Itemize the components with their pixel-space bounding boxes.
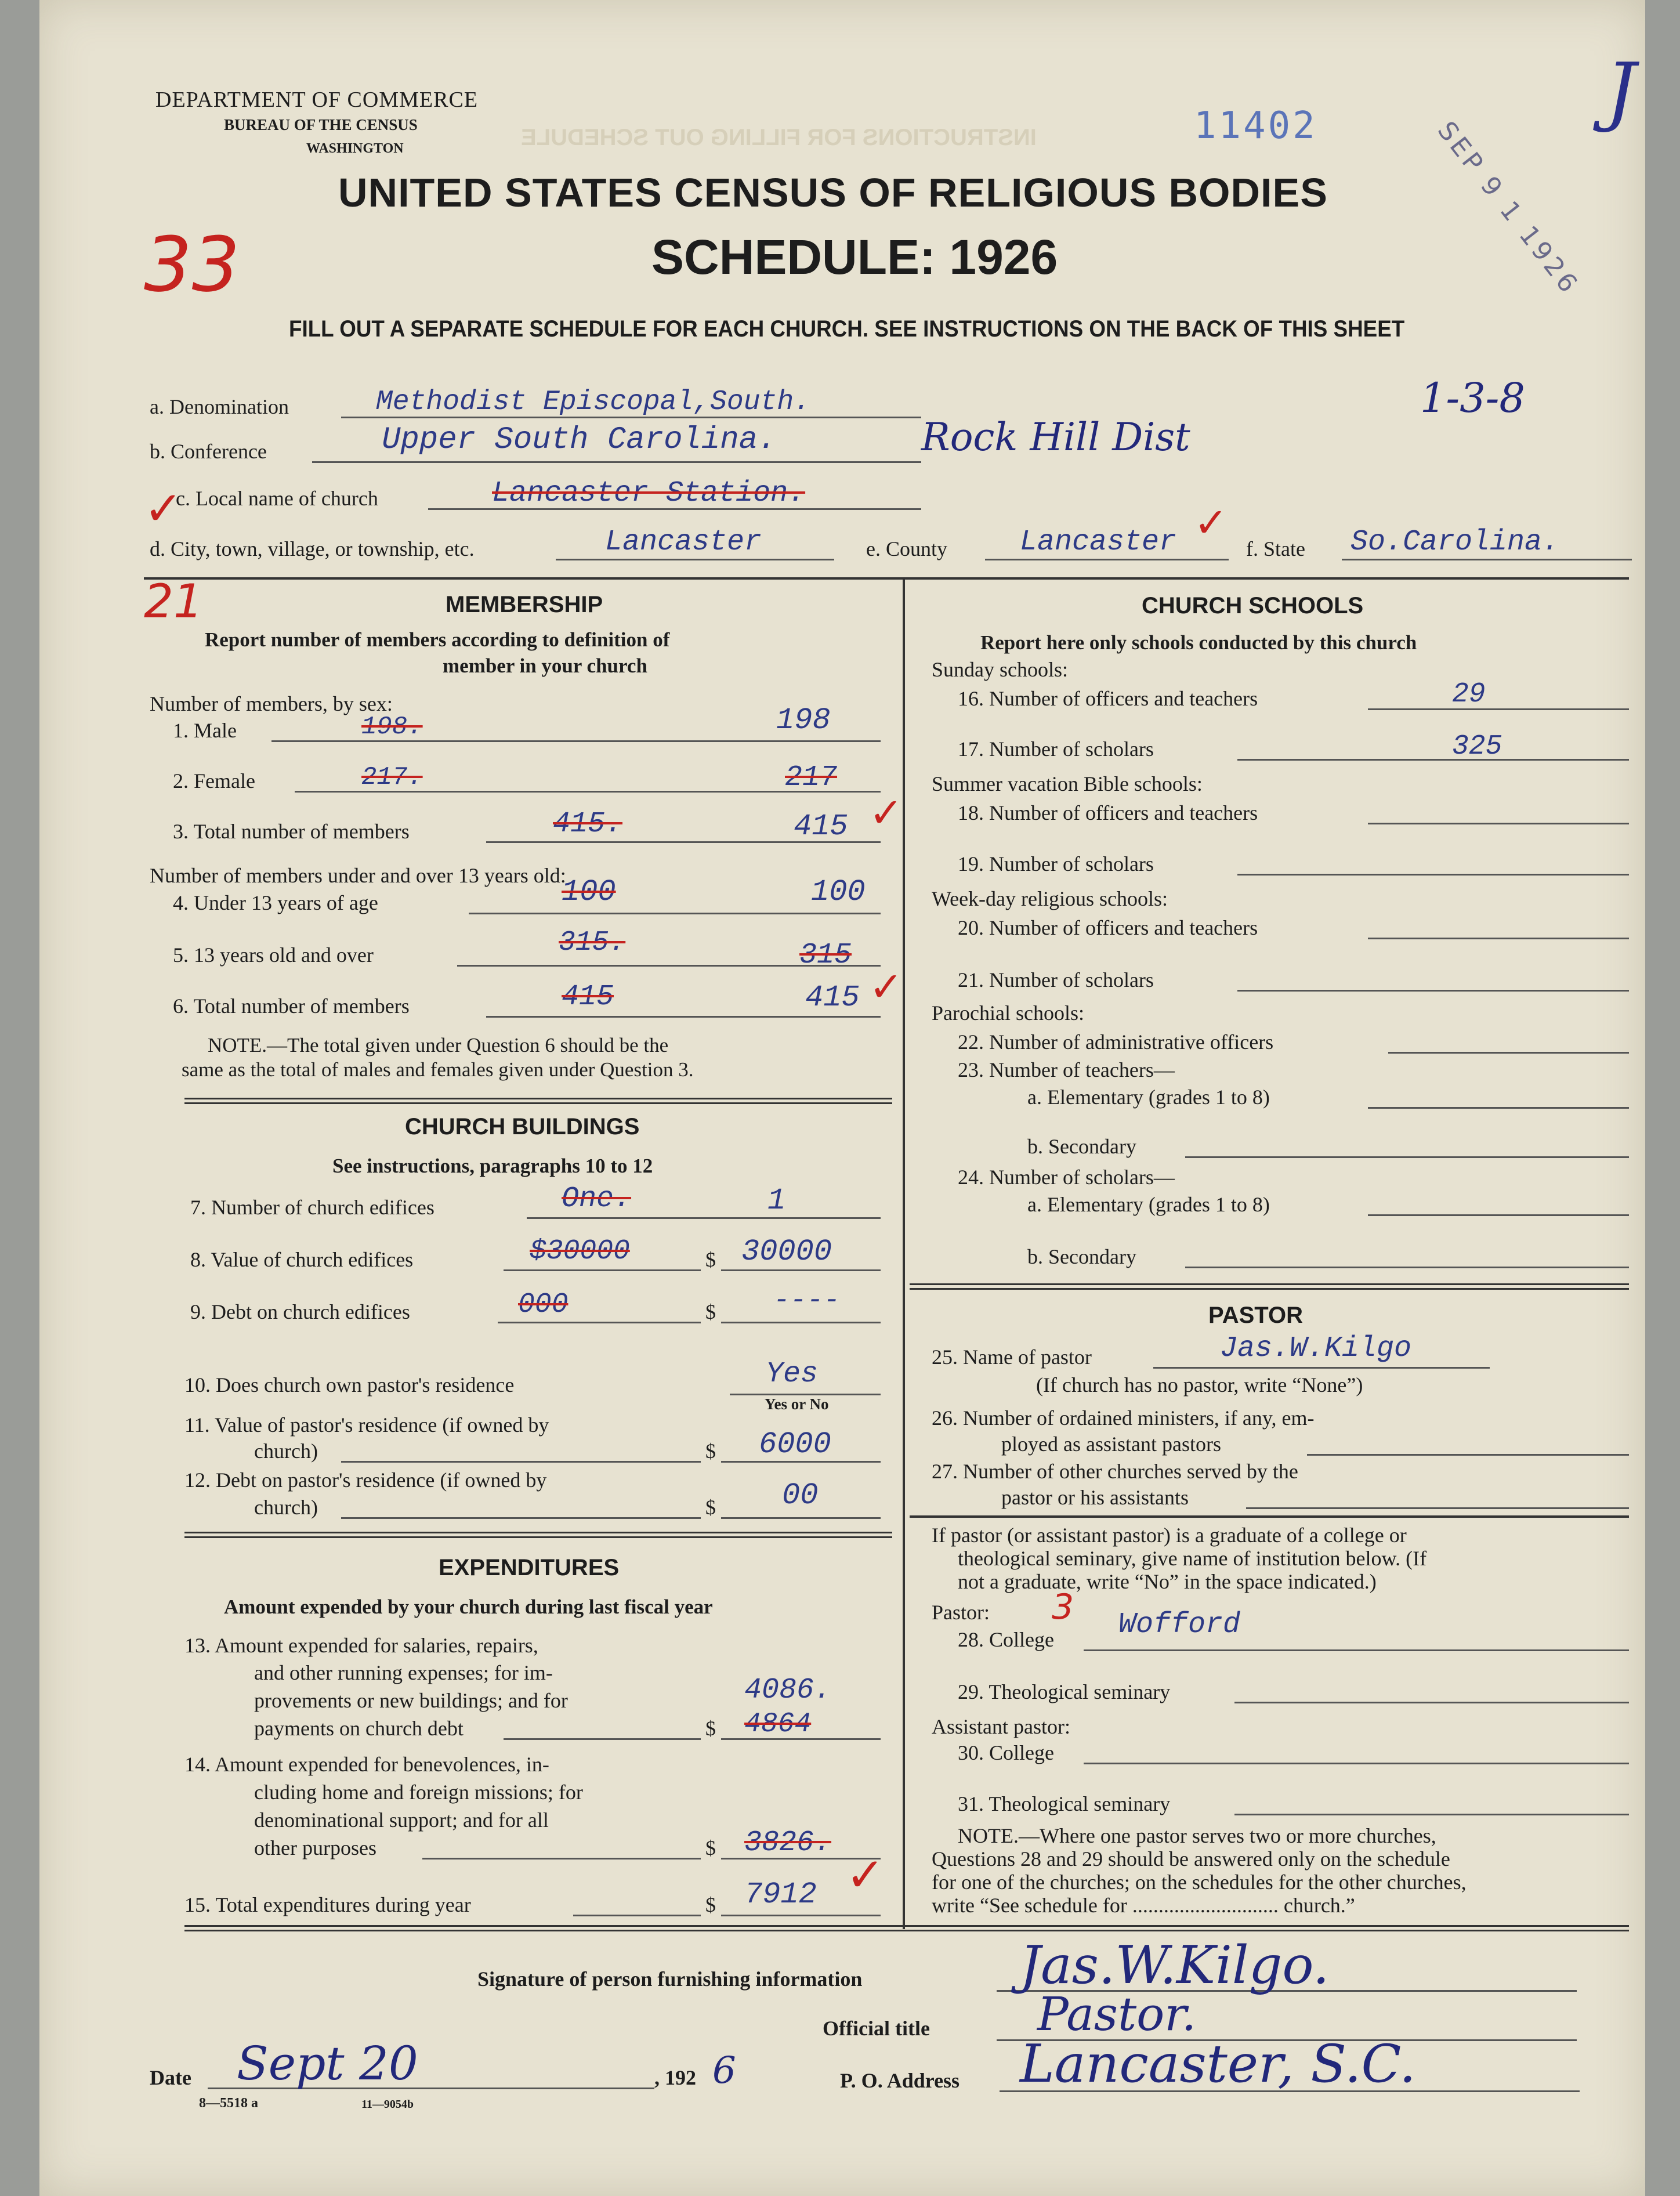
red-tally-number: 33 xyxy=(144,220,240,309)
denomination-value[interactable]: Methodist Episcopal,South. xyxy=(376,386,810,418)
parochial-schools-heading: Parochial schools: xyxy=(932,1001,1084,1025)
q28-label: 28. College xyxy=(958,1628,1054,1651)
q13-label-line1: 13. Amount expended for salaries, repairs, xyxy=(184,1634,538,1657)
q12-label-line2: church) xyxy=(254,1496,318,1519)
official-title-label: Official title xyxy=(823,2017,930,2040)
q22-label: 22. Number of administrative officers xyxy=(958,1030,1274,1054)
q9-original-value: 000 xyxy=(518,1289,569,1321)
q6-original-value: 415 xyxy=(562,981,614,1014)
q23-label: 23. Number of teachers— xyxy=(958,1058,1175,1081)
corner-check-mark: J xyxy=(1606,46,1636,135)
q3-original-value: 415. xyxy=(553,808,623,841)
q4-value[interactable]: 100 xyxy=(811,875,866,909)
q8-line xyxy=(504,1269,701,1271)
q14-label-line4: other purposes xyxy=(254,1836,376,1859)
q13-original-value: 4864 xyxy=(744,1709,812,1740)
pastor-note-1: NOTE.—Where one pastor serves two or more churches, xyxy=(958,1824,1436,1847)
signature-value[interactable]: Jas.W.Kilgo. xyxy=(1020,1935,1330,1996)
q17-line xyxy=(1237,759,1629,761)
q9-label: 9. Debt on church edifices xyxy=(190,1300,410,1323)
q11-value[interactable]: 6000 xyxy=(759,1427,831,1461)
q11-dollar-sign: $ xyxy=(705,1439,716,1463)
q13-label-line2: and other running expenses; for im- xyxy=(254,1661,553,1684)
q23b-label: b. Secondary xyxy=(1027,1135,1136,1158)
q24a-line[interactable] xyxy=(1368,1214,1629,1216)
q28-line xyxy=(1084,1649,1629,1651)
local-name-value[interactable]: Lancaster Station. xyxy=(492,477,806,510)
membership-intro-1: Report number of members according to definition of xyxy=(205,628,670,651)
members-by-age-heading: Number of members under and over 13 years old: xyxy=(150,864,566,887)
graduate-instructions-1: If pastor (or assistant pastor) is a graduate of a college or xyxy=(932,1524,1407,1547)
county-value[interactable]: Lancaster xyxy=(1020,526,1177,559)
county-label: e. County xyxy=(866,537,947,560)
denomination-label: a. Denomination xyxy=(150,395,289,418)
q21-label: 21. Number of scholars xyxy=(958,968,1154,992)
city-value[interactable]: Lancaster xyxy=(605,526,762,559)
date-label: Date xyxy=(150,2066,191,2089)
q8-original-value: $30000 xyxy=(530,1236,630,1267)
column-divider xyxy=(903,577,905,1929)
q22-line[interactable] xyxy=(1388,1052,1629,1054)
pastor-note-2: Questions 28 and 29 should be answered only on the schedule xyxy=(932,1847,1450,1871)
q16-label: 16. Number of officers and teachers xyxy=(958,687,1258,710)
q27-label-line2: pastor or his assistants xyxy=(1001,1486,1189,1509)
q29-line[interactable] xyxy=(1234,1702,1629,1703)
q28-value[interactable]: Wofford xyxy=(1118,1608,1241,1641)
expenditures-subtitle: Amount expended by your church during last fiscal year xyxy=(224,1596,713,1618)
year-prefix: , 192 xyxy=(654,2066,696,2089)
city-label: d. City, town, village, or township, etc. xyxy=(150,537,475,560)
q11-label-line2: church) xyxy=(254,1439,318,1463)
q3-value[interactable]: 415 xyxy=(794,809,848,844)
q23a-line[interactable] xyxy=(1368,1107,1629,1109)
schools-bottom-rule xyxy=(910,1283,1629,1290)
bureau-city: WASHINGTON xyxy=(306,141,404,156)
q25-label: 25. Name of pastor xyxy=(932,1345,1092,1369)
q18-label: 18. Number of officers and teachers xyxy=(958,801,1258,824)
q9-amount-line xyxy=(721,1322,881,1323)
q17-value[interactable]: 325 xyxy=(1452,731,1502,762)
red-section-mark: 21 xyxy=(144,574,203,628)
footer-top-rule xyxy=(184,1925,1629,1931)
q8-dollar-sign: $ xyxy=(705,1248,716,1271)
schools-intro: Report here only schools conducted by this church xyxy=(980,631,1417,654)
state-line xyxy=(1342,559,1632,560)
q10-label: 10. Does church own pastor's residence xyxy=(184,1373,515,1397)
q14-line xyxy=(422,1858,701,1859)
form-instruction: FILL OUT A SEPARATE SCHEDULE FOR EACH CHURCH. SEE INSTRUCTIONS ON THE BACK OF THIS SHEET xyxy=(289,316,1405,342)
q16-line xyxy=(1368,708,1629,710)
signature-label: Signature of person furnishing information xyxy=(477,1967,863,1991)
members-by-sex-heading: Number of members, by sex: xyxy=(150,692,393,715)
q5-value[interactable]: 315 xyxy=(799,939,852,972)
membership-title: MEMBERSHIP xyxy=(446,592,603,617)
q3-check-mark: ✓ xyxy=(869,789,903,837)
q9-dollar-sign: $ xyxy=(705,1300,716,1323)
pastor-note-3: for one of the churches; on the schedules for the other churches, xyxy=(932,1871,1467,1894)
q2-label: 2. Female xyxy=(173,769,255,793)
q5-original-value: 315. xyxy=(559,927,626,958)
q9-line xyxy=(498,1322,701,1323)
state-value[interactable]: So.Carolina. xyxy=(1350,526,1560,559)
q10-value[interactable]: Yes xyxy=(766,1358,819,1391)
q21-line[interactable] xyxy=(1237,990,1629,992)
q18-line[interactable] xyxy=(1368,823,1629,824)
q14-label-line3: denominational support; and for all xyxy=(254,1808,549,1832)
red-college-code: 3 xyxy=(1052,1587,1074,1627)
q19-label: 19. Number of scholars xyxy=(958,852,1154,875)
department-name: DEPARTMENT OF COMMERCE xyxy=(155,88,479,112)
q14-label-line1: 14. Amount expended for benevolences, in- xyxy=(184,1753,549,1776)
q15-label: 15. Total expenditures during year xyxy=(184,1893,471,1916)
summer-schools-heading: Summer vacation Bible schools: xyxy=(932,772,1203,795)
form-number: 8—5518 a xyxy=(199,2096,258,2111)
q15-value[interactable]: 7912 xyxy=(744,1877,817,1912)
q13-label-line4: payments on church debt xyxy=(254,1717,464,1740)
pastor-mid-rule xyxy=(910,1515,1629,1518)
q20-label: 20. Number of officers and teachers xyxy=(958,916,1258,939)
q12-value[interactable]: 00 xyxy=(782,1478,819,1513)
q12-line xyxy=(341,1517,701,1519)
q15-dollar-sign: $ xyxy=(705,1893,716,1916)
membership-intro-2: member in your church xyxy=(443,654,647,677)
graduate-instructions-2: theological seminary, give name of institution below. (If xyxy=(958,1547,1427,1570)
county-check-mark: ✓ xyxy=(1194,499,1228,547)
q1-original-value: 198. xyxy=(361,712,423,741)
q26-line[interactable] xyxy=(1307,1454,1629,1456)
expenditures-title: EXPENDITURES xyxy=(439,1555,620,1580)
q12-label-line1: 12. Debt on pastor's residence (if owned by xyxy=(184,1468,547,1492)
q15-amount-line xyxy=(721,1915,881,1916)
bureau-name: BUREAU OF THE CENSUS xyxy=(224,116,418,133)
top-rule xyxy=(144,577,1629,580)
membership-note-2: same as the total of males and females given under Question 3. xyxy=(182,1058,694,1081)
q17-label: 17. Number of scholars xyxy=(958,737,1154,761)
q9-value[interactable]: ---- xyxy=(773,1285,841,1316)
q26-label-line1: 26. Number of ordained ministers, if any, em- xyxy=(932,1406,1315,1430)
q8-amount-line xyxy=(721,1269,881,1271)
q30-label: 30. College xyxy=(958,1741,1054,1764)
q10-hint: Yes or No xyxy=(765,1395,829,1413)
q4-original-value: 100 xyxy=(562,875,616,909)
q16-value[interactable]: 29 xyxy=(1452,679,1486,710)
q7-line xyxy=(527,1217,881,1219)
q24a-label: a. Elementary (grades 1 to 8) xyxy=(1027,1193,1270,1216)
q2-original-value: 217. xyxy=(361,763,423,792)
print-number: 11—9054b xyxy=(361,2098,414,2111)
q15-line xyxy=(573,1915,701,1916)
sunday-schools-heading: Sunday schools: xyxy=(932,658,1069,681)
q24b-label: b. Secondary xyxy=(1027,1245,1136,1268)
bleed-through-text: INSTRUCTIONS FOR FILLING OUT SCHEDULE xyxy=(521,125,1037,150)
q7-value[interactable]: 1 xyxy=(767,1184,786,1218)
buildings-bottom-rule xyxy=(184,1532,892,1538)
q14-dollar-sign: $ xyxy=(705,1836,716,1859)
q4-label: 4. Under 13 years of age xyxy=(173,891,378,914)
q30-line[interactable] xyxy=(1084,1763,1629,1764)
q5-label: 5. 13 years old and over xyxy=(173,943,374,967)
serial-stamp: 11402 xyxy=(1194,104,1317,147)
q19-line[interactable] xyxy=(1237,874,1629,875)
pastor-note-4: write “See schedule for ............................ church.” xyxy=(932,1894,1355,1917)
q6-value[interactable]: 415 xyxy=(805,981,860,1015)
q2-value[interactable]: 217 xyxy=(785,761,838,794)
red-check-mark: ✓ xyxy=(144,482,183,536)
local-name-label: c. Local name of church xyxy=(176,487,378,510)
q27-line[interactable] xyxy=(1246,1507,1629,1509)
q6-check-mark: ✓ xyxy=(869,963,903,1011)
city-line xyxy=(556,559,834,560)
assistant-pastor-subheading: Assistant pastor: xyxy=(932,1715,1070,1738)
q15-check-mark: ✓ xyxy=(846,1848,885,1902)
q12-amount-line xyxy=(721,1517,881,1519)
census-schedule-sheet xyxy=(39,0,1645,2196)
po-address-value[interactable]: Lancaster, S.C. xyxy=(1020,2034,1416,2094)
q13-value[interactable]: 4086. xyxy=(744,1674,832,1707)
q13-line xyxy=(504,1738,701,1740)
buildings-title: CHURCH BUILDINGS xyxy=(405,1114,640,1139)
official-title-value[interactable]: Pastor. xyxy=(1037,1987,1197,2041)
q14-label-line2: cluding home and foreign missions; for xyxy=(254,1781,583,1804)
q7-original-value: One. xyxy=(562,1182,632,1215)
q27-label-line1: 27. Number of other churches served by the xyxy=(932,1460,1298,1483)
q25-hint: (If church has no pastor, write “None”) xyxy=(1036,1373,1363,1397)
q11-line xyxy=(341,1461,701,1463)
weekday-schools-heading: Week-day religious schools: xyxy=(932,887,1168,910)
district-note: Rock Hill Dist xyxy=(921,415,1190,460)
membership-note-1: NOTE.—The total given under Question 6 should be the xyxy=(208,1034,669,1057)
year-digit[interactable]: 6 xyxy=(712,2049,736,2092)
membership-bottom-rule xyxy=(184,1098,892,1104)
q11-label-line1: 11. Value of pastor's residence (if owned by xyxy=(184,1413,549,1437)
q13-dollar-sign: $ xyxy=(705,1717,716,1740)
q24-label: 24. Number of scholars— xyxy=(958,1166,1175,1189)
form-title: UNITED STATES CENSUS OF RELIGIOUS BODIES xyxy=(338,170,1328,215)
q1-label: 1. Male xyxy=(173,719,237,742)
q6-label: 6. Total number of members xyxy=(173,994,410,1018)
conference-line xyxy=(312,461,921,463)
q7-label: 7. Number of church edifices xyxy=(190,1196,435,1219)
state-label: f. State xyxy=(1246,537,1305,560)
q1-value[interactable]: 198 xyxy=(776,703,831,737)
q25-line xyxy=(1153,1367,1490,1369)
pastor-title: PASTOR xyxy=(1208,1303,1303,1328)
conference-value[interactable]: Upper South Carolina. xyxy=(382,422,777,458)
q3-label: 3. Total number of members xyxy=(173,820,410,843)
q23b-line[interactable] xyxy=(1185,1156,1629,1158)
buildings-subtitle: See instructions, paragraphs 10 to 12 xyxy=(332,1155,653,1177)
po-address-label: P. O. Address xyxy=(840,2069,960,2092)
q31-label: 31. Theological seminary xyxy=(958,1792,1171,1815)
schools-title: CHURCH SCHOOLS xyxy=(1142,593,1364,618)
q8-label: 8. Value of church edifices xyxy=(190,1248,414,1271)
q14-value[interactable]: 3826. xyxy=(744,1826,832,1859)
q13-label-line3: provements or new buildings; and for xyxy=(254,1689,568,1712)
county-line xyxy=(985,559,1229,560)
q8-value[interactable]: 30000 xyxy=(741,1235,832,1269)
q31-line[interactable] xyxy=(1234,1814,1629,1815)
q12-dollar-sign: $ xyxy=(705,1496,716,1519)
q25-value[interactable]: Jas.W.Kilgo xyxy=(1220,1332,1412,1365)
pastor-subheading: Pastor: xyxy=(932,1601,990,1624)
q23a-label: a. Elementary (grades 1 to 8) xyxy=(1027,1086,1270,1109)
q4-line xyxy=(469,913,881,914)
received-date-stamp: SEP 9 1 1926 xyxy=(1431,116,1585,301)
q26-label-line2: ployed as assistant pastors xyxy=(1001,1432,1221,1456)
graduate-instructions-3: not a graduate, write “No” in the space indicated.) xyxy=(958,1570,1377,1593)
q29-label: 29. Theological seminary xyxy=(958,1680,1171,1703)
q24b-line[interactable] xyxy=(1185,1267,1629,1268)
q20-line[interactable] xyxy=(1368,938,1629,939)
form-subtitle: SCHEDULE: 1926 xyxy=(651,230,1058,284)
q6-line xyxy=(486,1016,881,1018)
date-value[interactable]: Sept 20 xyxy=(237,2036,418,2090)
code-note: 1-3-8 xyxy=(1420,374,1525,422)
conference-label: b. Conference xyxy=(150,440,267,463)
